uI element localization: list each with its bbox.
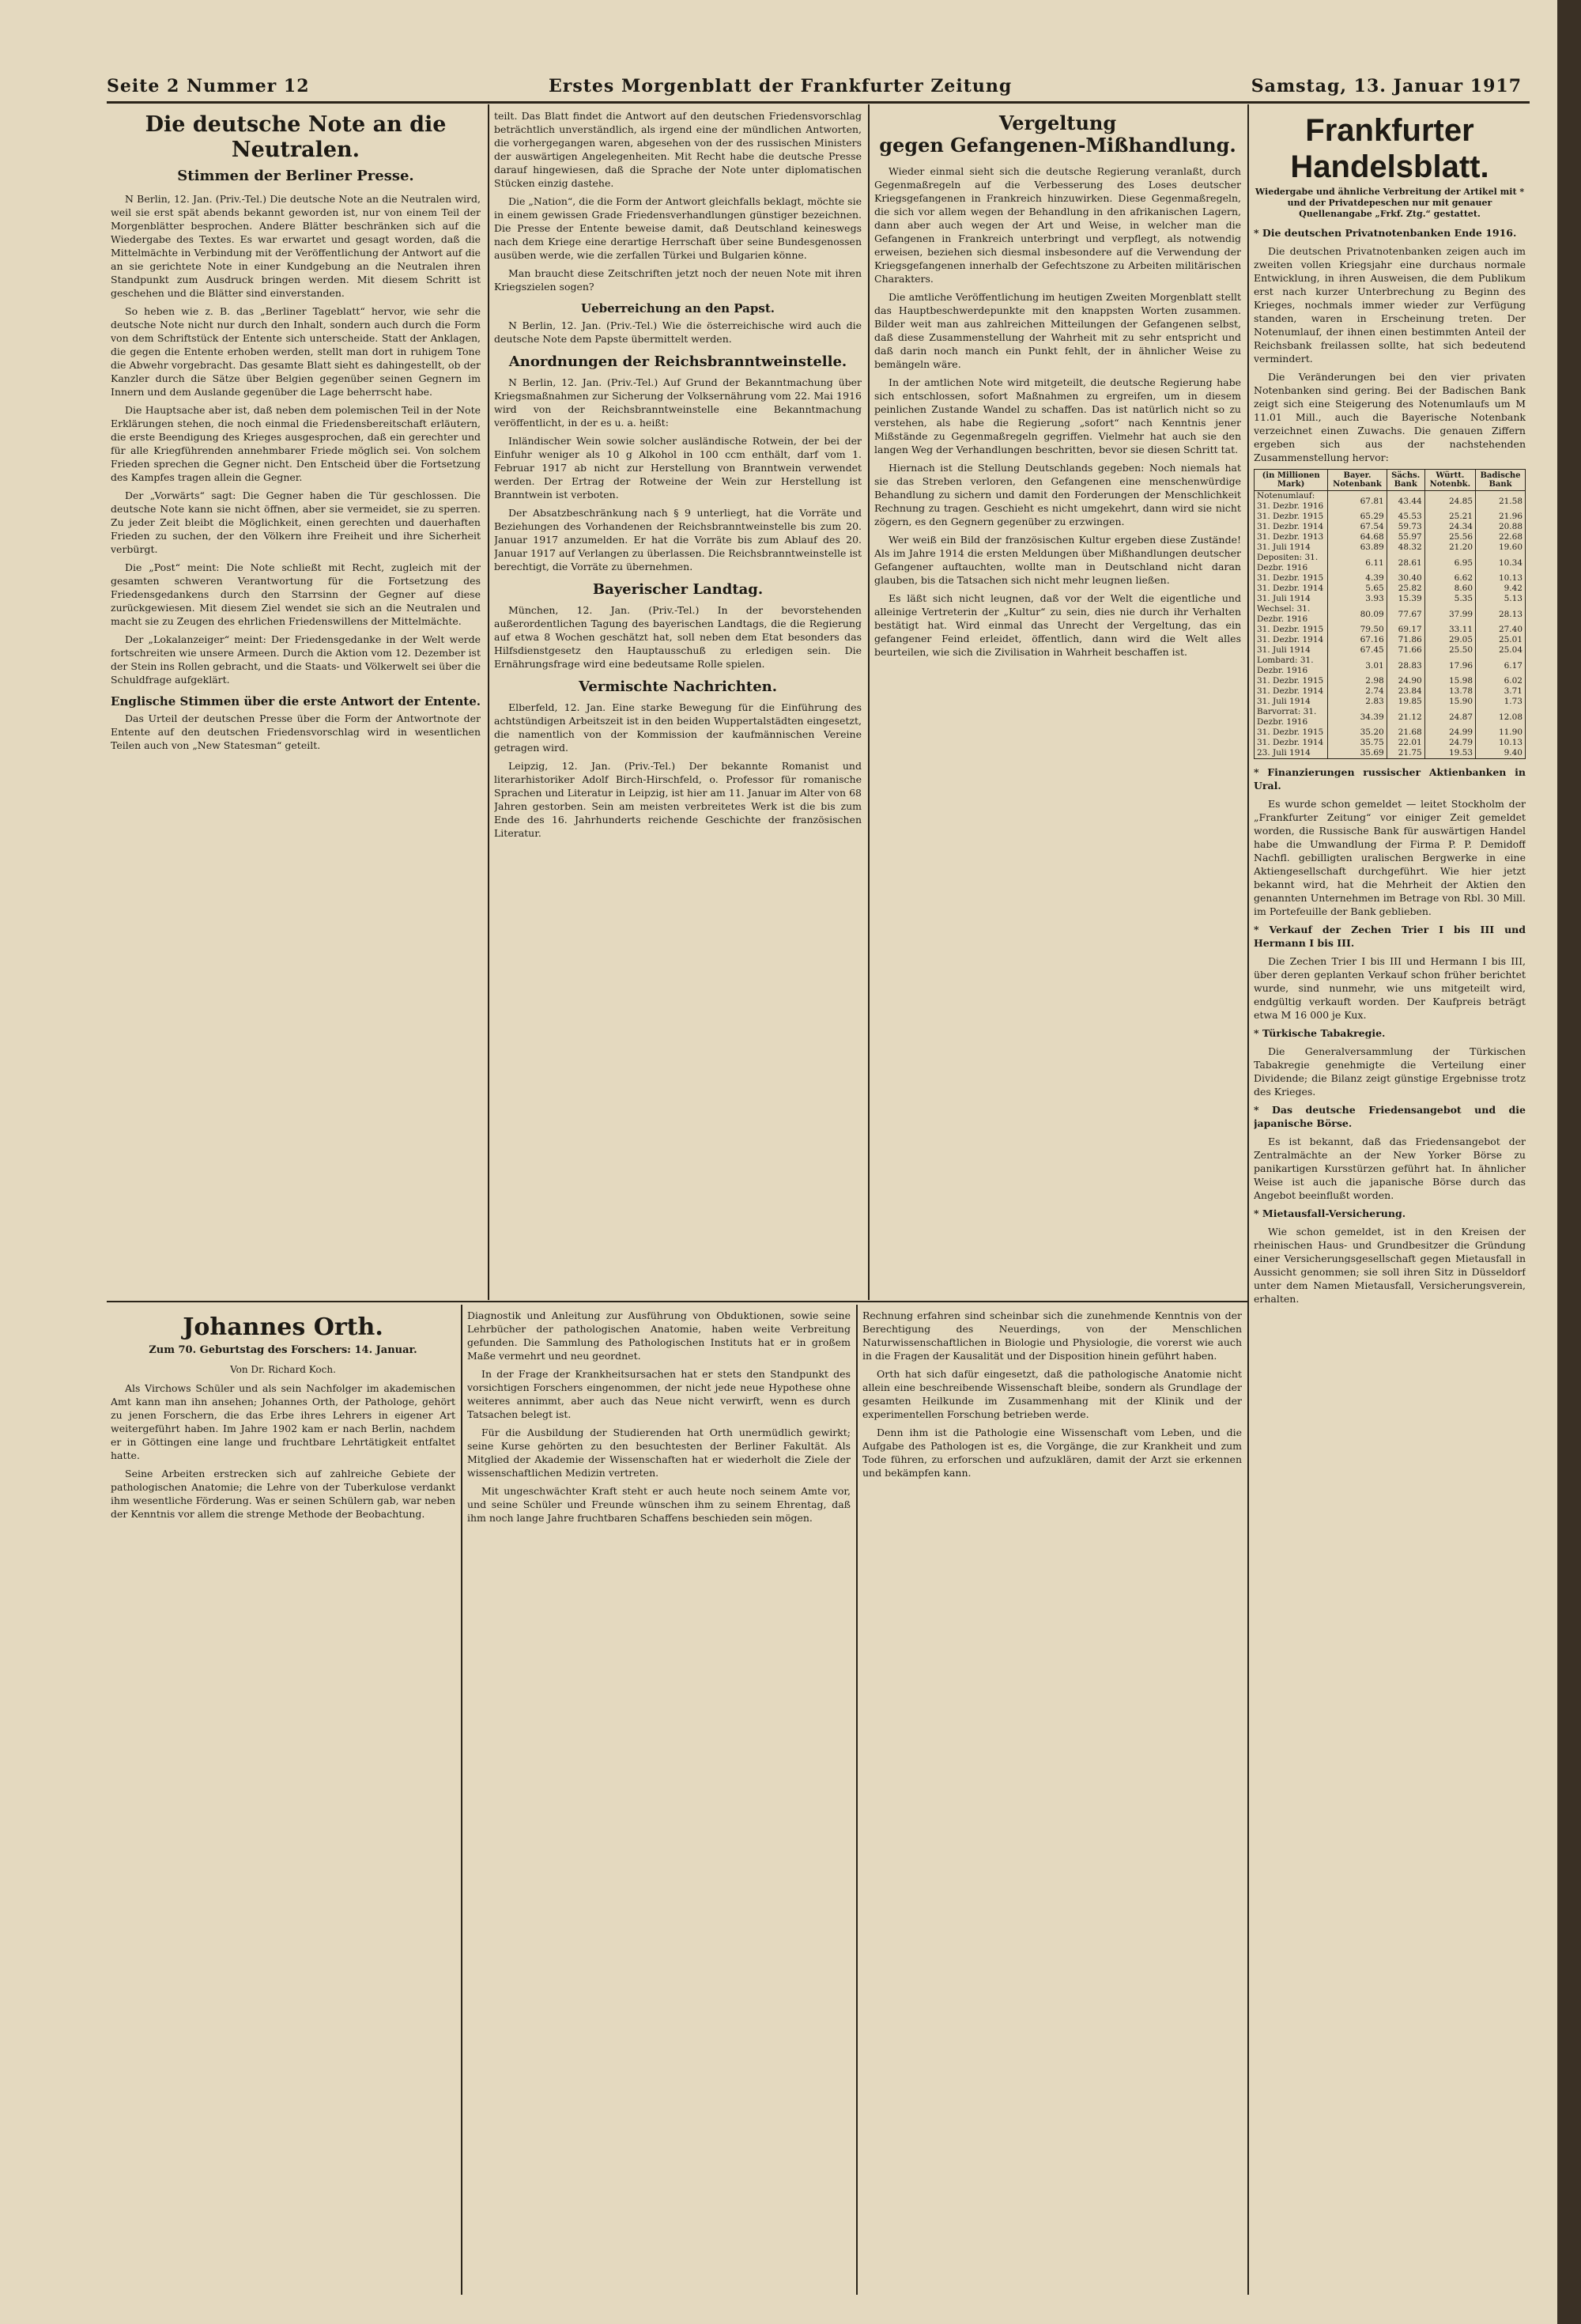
- paragraph: Inländischer Wein sowie solcher ausländische Rotwein, der bei der Einfuhr weniger als 10 g Alkohol in 100 ccm enthält, darf vom 1. Februar 1917 ab nicht zur Herstellung von Branntwein verwendet werden. Der Ertrag der Rotweine der Wein zur Herstellung ist Branntwein ist verboten.: [494, 435, 862, 501]
- table-cell: 23. Juli 1914: [1255, 748, 1328, 759]
- table-cell: 11.90: [1476, 727, 1526, 738]
- column-divider: [868, 104, 870, 1300]
- table-cell: 31. Dezbr. 1914: [1255, 635, 1328, 645]
- table-cell: 6.17: [1476, 656, 1526, 676]
- paragraph: Wieder einmal sieht sich die deutsche Regierung veranlaßt, durch Gegenmaßregeln auf die Verbesserung des Loses deutscher Kriegsgefangenen in Frankreich hinzuwirken. Diese Gegenmaßregeln, die sich vor allem wegen der Behandlung in den afrikanischen Lagern, dann aber auch wegen der Art und Weise, in welcher man die Gefangenen in Frankreich unterbringt und verpflegt, als notwendig erweisen, beziehen sich diesmal insbesondere auf die Verwendung der Kriegsgefangenen innerhalb der Gefechtszone zu Arbeiten militärischen Charakters.: [874, 165, 1241, 285]
- table-cell: 31. Dezbr. 1915: [1255, 625, 1328, 635]
- table-cell: 31. Dezbr. 1914: [1255, 522, 1328, 532]
- paragraph: Rechnung erfahren sind scheinbar sich die zunehmende Kenntnis von der Berechtigung des Neuerdings, von der Menschlichen Naturwissenschaftlichen in Biologie und Physiologie, die vorerst wie auch in die Fragen der Kausalität und der Disposition hinein geführt haben.: [862, 1309, 1242, 1362]
- table-cell: 21.96: [1476, 512, 1526, 522]
- paragraph: Das Urteil der deutschen Presse über die Form der Antwortnote der Entente auf den deutschen Friedensvorschlag wird in wesentlichen Teilen auch von „New Statesman“ geteilt.: [111, 712, 481, 751]
- table-cell: 33.11: [1424, 625, 1475, 635]
- paragraph: Als Virchows Schüler und als sein Nachfolger im akademischen Amt kann man ihn ansehen; Johannes Orth, der Pathologe, gehört zu jenen Forschern, die das Erbe ihres Lehrers in eigener Art weitergeführt haben. Im Jahre 1902 kam er nach Berlin, nachdem er in Göttingen eine lange und fruchtbare Lehrtätigkeit entfaltet hatte.: [111, 1382, 455, 1461]
- paragraph: So heben wie z. B. das „Berliner Tageblatt“ hervor, wie sehr die deutsche Note nicht nur durch den Inhalt, sondern auch durch die Form von dem Schriftstück der Entente sich unterscheide. Statt der Anklagen, die gegen die Entente erhoben werden, stellt man dort in ruhigem Tone die Abwehr vorgebracht. Das gesamte Blatt sieht es dahingestellt, ob der Kanzler durch die Sätze über Belgien gegenüber seinen Gegnern im Innern und dem Auslande gegenüber die Lage beherrscht habe.: [111, 305, 481, 398]
- table-cell: 31. Dezbr. 1915: [1255, 512, 1328, 522]
- table-row: [1255, 707, 1526, 727]
- paragraph: In der Frage der Krankheitsursachen hat er stets den Standpunkt des vorsichtigen Forschers eingenommen, der nicht jede neue Hypothese ohne weiteres annimmt, aber auch das Neue nicht verwirft, wenn es durch Tatsachen belegt ist.: [467, 1368, 851, 1420]
- table-header: Sächs. Bank: [1387, 470, 1424, 491]
- table-cell: 35.69: [1328, 748, 1387, 759]
- table-row: [1255, 748, 1526, 759]
- table-row: [1255, 697, 1526, 707]
- paragraph: Es ist bekannt, daß das Friedensangebot der Zentralmächte an der New Yorker Börse zu panikartigen Kursstürzen geführt hat. In ähnlicher Weise ist auch die japanische Börse durch das Angebot beeinflußt worden.: [1254, 1136, 1526, 1201]
- table-cell: 20.88: [1476, 522, 1526, 532]
- table-cell: 35.75: [1328, 738, 1387, 748]
- table-cell: 69.17: [1387, 625, 1424, 635]
- table-row: [1255, 553, 1526, 573]
- table-cell: 13.78: [1424, 686, 1475, 697]
- table-cell: 24.90: [1387, 676, 1424, 686]
- table-cell: 21.75: [1387, 748, 1424, 759]
- handelsblatt-note: Wiedergabe und ähnliche Verbreitung der Artikel mit * und der Privatdepeschen nur mit genauer Quellenangabe „Frkf. Ztg.“ gestattet.: [1255, 187, 1525, 219]
- table-cell: 31. Juli 1914: [1255, 645, 1328, 656]
- table-header: Württ. Notenbk.: [1424, 470, 1475, 491]
- feuilleton-orth: [111, 1309, 455, 2289]
- table-cell: 21.68: [1387, 727, 1424, 738]
- paragraph: Die Zechen Trier I bis III und Hermann I bis III, über deren geplanten Verkauf schon früher berichtet wurde, sind nunmehr, wie uns mitgeteilt wird, endgültig verkauft worden. Der Kaufpreis beträgt etwa M 16 000 je Kux.: [1254, 955, 1526, 1021]
- table-row: [1255, 522, 1526, 532]
- paragraph: Hiernach ist die Stellung Deutschlands gegeben: Noch niemals hat sie das Streben verloren, den Gefangenen eine menschenwürdige Behandlung zu sichern und damit den Forderungen der Menschlichkeit Rechnung zu tragen. Geschieht es nicht umgekehrt, dann wird sie nicht zögern, es den Gegnern gegenüber zu erzwingen.: [874, 462, 1241, 527]
- feuilleton-orth-cont2: [862, 1309, 1242, 2289]
- table-cell: 71.86: [1387, 635, 1424, 645]
- table-cell: 3.71: [1476, 686, 1526, 697]
- table-cell: 4.39: [1328, 573, 1387, 584]
- table-cell: 19.53: [1424, 748, 1475, 759]
- feuilleton-title: Johannes Orth.: [183, 1313, 383, 1341]
- table-header: (in Millionen Mark): [1255, 470, 1328, 491]
- table-row: [1255, 584, 1526, 594]
- table-cell: 22.68: [1476, 532, 1526, 542]
- table-cell: 48.32: [1387, 542, 1424, 553]
- page-edge: [1557, 0, 1581, 2324]
- table-cell: 45.53: [1387, 512, 1424, 522]
- table-cell: 31. Dezbr. 1915: [1255, 676, 1328, 686]
- table-cell: 25.01: [1476, 635, 1526, 645]
- table-cell: 55.97: [1387, 532, 1424, 542]
- table-row: [1255, 542, 1526, 553]
- section-heading: Englische Stimmen über die erste Antwort der Entente.: [111, 694, 481, 709]
- paragraph: Die „Nation“, die die Form der Antwort gleichfalls beklagt, möchte sie in einem gewissen Grade Friedensverhandlungen günstiger bezeichnen. Die Presse der Entente beweise damit, daß Deutschland keineswegs nach dem Kriege eine derartige Herrschaft über seine Bundesgenossen ausüben werde, wie die zerfallen Türkei und Bulgarien könne.: [494, 195, 862, 261]
- table-cell: 30.40: [1387, 573, 1424, 584]
- table-cell: 5.65: [1328, 584, 1387, 594]
- table-cell: 79.50: [1328, 625, 1387, 635]
- table-row: [1255, 727, 1526, 738]
- feuilleton-byline: Von Dr. Richard Koch.: [230, 1364, 336, 1375]
- table-cell: 22.01: [1387, 738, 1424, 748]
- table-cell: 1.73: [1476, 697, 1526, 707]
- paragraph: N Berlin, 12. Jan. (Priv.-Tel.) Auf Grund der Bekanntmachung über Kriegsmaßnahmen zur Sicherung der Volksernährung vom 22. Mai 1916 wird von der Reichsbranntweinstelle eine Bekanntmachung veröffentlicht, in der es u. a. heißt:: [494, 376, 862, 429]
- table-body: [1255, 491, 1526, 759]
- paragraph: Es wurde schon gemeldet — leitet Stockholm der „Frankfurter Zeitung“ vor einiger Zeit gemeldet worden, die Russische Bank für auswärtigen Handel habe die Umwandlung der Firma P. P. Demidoff Nachfl. gebilligten uralischen Bergwerke in eine Aktiengesellschaft durchgeführt. Wie hier jetzt bekannt wird, hat die Mehrheit der Aktien den genannten Unternehmen im Betrage von Rbl. 30 Mill. im Portefeuille der Bank geblieben.: [1254, 798, 1526, 917]
- table-cell: 2.83: [1328, 697, 1387, 707]
- item-heading: * Das deutsche Friedensangebot und die japanische Börse.: [1254, 1104, 1526, 1129]
- paragraph: Leipzig, 12. Jan. (Priv.-Tel.) Der bekannte Romanist und literarhistoriker Adolf Birch-Hirschfeld, o. Professor für romanische Sprachen und Literatur in Leipzig, ist hier am 11. Januar im Alter von 68 Jahren gestorben. Sein am meisten verbreitetes Werk ist die bis zum Ende des 16. Jahrhunderts reichende Geschichte der französischen Literatur.: [494, 760, 862, 839]
- table-cell: 21.12: [1387, 707, 1424, 727]
- table-cell: 8.60: [1424, 584, 1475, 594]
- table-cell: 25.56: [1424, 532, 1475, 542]
- table-cell: 24.85: [1424, 491, 1475, 512]
- table-cell: 9.42: [1476, 584, 1526, 594]
- table-cell: 10.34: [1476, 553, 1526, 573]
- masthead-rule: [107, 101, 1530, 104]
- paragraph: Man braucht diese Zeitschriften jetzt noch der neuen Note mit ihren Kriegszielen sogen?: [494, 267, 862, 293]
- table-cell: 21.20: [1424, 542, 1475, 553]
- item-heading: * Finanzierungen russischer Aktienbanken in Ural.: [1254, 766, 1526, 792]
- table-cell: 15.98: [1424, 676, 1475, 686]
- table-cell: 65.29: [1328, 512, 1387, 522]
- paragraph: Mit ungeschwächter Kraft steht er auch heute noch seinem Amte vor, und seine Schüler und Freunde wünschen ihm zu seinem Ehrentag, daß ihm noch lange Jahre fruchtbaren Schaffens beschieden sein mögen.: [467, 1485, 851, 1524]
- table-cell: 24.79: [1424, 738, 1475, 748]
- table-row: [1255, 676, 1526, 686]
- section-heading: Vermischte Nachrichten.: [579, 678, 777, 695]
- masthead-center: Erstes Morgenblatt der Frankfurter Zeitung: [549, 76, 1013, 96]
- article-subtitle: Stimmen der Berliner Presse.: [177, 168, 414, 184]
- table-cell: 67.45: [1328, 645, 1387, 656]
- table-cell: 23.84: [1387, 686, 1424, 697]
- table-cell: 27.40: [1476, 625, 1526, 635]
- table-cell: 29.05: [1424, 635, 1475, 645]
- table-cell: 9.40: [1476, 748, 1526, 759]
- masthead-left: Seite 2 Nummer 12: [107, 76, 310, 96]
- table-row: [1255, 686, 1526, 697]
- table-cell: 2.74: [1328, 686, 1387, 697]
- table-cell: 77.67: [1387, 604, 1424, 625]
- masthead: [107, 73, 1522, 100]
- table-cell: 35.20: [1328, 727, 1387, 738]
- paragraph: Die deutschen Privatnotenbanken zeigen auch im zweiten vollen Kriegsjahr eine durchaus normale Entwicklung, in ihren Ausweisen, die dem Publikum erst nach kurzer Unterbrechung zu Beginn des Krieges, nochmals immer wieder zur Verfügung standen, waren in Erscheinung treten. Der Notenumlauf, der ihnen einen bestimmten Anteil der Reichsbank freilassen sollte, hat sich bedeutend vermindert.: [1254, 245, 1526, 365]
- paragraph: Seine Arbeiten erstrecken sich auf zahlreiche Gebiete der pathologischen Anatomie; die Lehre von der Tuberkulose verdankt ihm wesentliche Förderung. Was er seinen Schülern gab, war neben der Kenntnis vor allem die strenge Methode der Beobachtung.: [111, 1468, 455, 1520]
- table-cell: 67.16: [1328, 635, 1387, 645]
- table-cell: 31. Juli 1914: [1255, 542, 1328, 553]
- table-cell: 31. Juli 1914: [1255, 697, 1328, 707]
- paragraph: Die amtliche Veröffentlichung im heutigen Zweiten Morgenblatt stellt das Hauptbeschwerdepunkte mit den knappsten Worten zusammen. Bilder weit man aus zahlreichen Mitteilungen der Gefangenen selbst, daß diese Zusammenstellung der Wahrheit mit zu sehr entspricht und daß darin noch manch ein Punkt fehlt, der in ähnlicher Weise zu bemängeln wäre.: [874, 291, 1241, 370]
- column-news: [494, 109, 862, 1295]
- paragraph: Denn ihm ist die Pathologie eine Wissenschaft vom Leben, und die Aufgabe des Pathologen ist es, die Vorgänge, die zur Krankheit und zum Tode führen, zu erforschen und aufzuklären, damit der Arzt sie erkennen und bekämpfen kann.: [862, 1427, 1242, 1479]
- article-title: Vergeltung: [998, 111, 1117, 134]
- paragraph: Der Absatzbeschränkung nach § 9 unterliegt, hat die Vorräte und Beziehungen des Vorhandenen der Reichsbranntweinstelle bis zum 20. Januar 1917 anzumelden. Er hat die Vorräte bis zum Ablauf des 20. Januar 1917 auf Verlangen zu überlassen. Die Reichsbranntweinstelle ist berechtigt, die Vorräte zu übernehmen.: [494, 507, 862, 572]
- table-cell: 12.08: [1476, 707, 1526, 727]
- feuilleton-subtitle: Zum 70. Geburtstag des Forschers: 14. Januar.: [149, 1344, 417, 1356]
- table-cell: 24.87: [1424, 707, 1475, 727]
- table-cell: 24.99: [1424, 727, 1475, 738]
- table-cell: Lombard: 31. Dezbr. 1916: [1255, 656, 1328, 676]
- table-row: [1255, 656, 1526, 676]
- table-cell: 10.13: [1476, 573, 1526, 584]
- table-cell: 15.39: [1387, 594, 1424, 604]
- paragraph: Die Generalversammlung der Türkischen Tabakregie genehmigte die Verteilung einer Dividende; die Bilanz zeigt günstige Ergebnisse trotz des Krieges.: [1254, 1045, 1526, 1098]
- table-cell: Wechsel: 31. Dezbr. 1916: [1255, 604, 1328, 625]
- table-cell: 3.93: [1328, 594, 1387, 604]
- table-cell: 67.81: [1328, 491, 1387, 512]
- table-cell: 25.04: [1476, 645, 1526, 656]
- column-divider: [488, 104, 489, 1300]
- table-cell: 2.98: [1328, 676, 1387, 686]
- table-cell: 34.39: [1328, 707, 1387, 727]
- article-title-line2: gegen Gefangenen-Mißhandlung.: [879, 134, 1236, 157]
- table-cell: 6.11: [1328, 553, 1387, 573]
- section-heading: Anordnungen der Reichsbranntweinstelle.: [508, 353, 847, 370]
- table-header-row: [1255, 470, 1526, 491]
- table-cell: 19.85: [1387, 697, 1424, 707]
- table-cell: 19.60: [1476, 542, 1526, 553]
- table-row: [1255, 738, 1526, 748]
- column-divider: [856, 1305, 858, 2295]
- paragraph: N Berlin, 12. Jan. (Priv.-Tel.) Wie die österreichische wird auch die deutsche Note dem Papste übermittelt werden.: [494, 319, 862, 345]
- table-cell: 6.02: [1476, 676, 1526, 686]
- table-cell: 31. Dezbr. 1915: [1255, 727, 1328, 738]
- masthead-right: Samstag, 13. Januar 1917: [1251, 76, 1522, 96]
- table-cell: 67.54: [1328, 522, 1387, 532]
- paragraph: Orth hat sich dafür eingesetzt, daß die pathologische Anatomie nicht allein eine beschreibende Wissenschaft bleibe, sondern als Grundlage der gesamten Heilkunde im Zusammenhang mit der Klinik und der experimentellen Forschung betrieben werde.: [862, 1368, 1242, 1420]
- table-cell: 59.73: [1387, 522, 1424, 532]
- column-divider: [1247, 104, 1249, 2295]
- paragraph: Die „Post“ meint: Die Note schließt mit Recht, zugleich mit der gesamten schweren Verantwortung für die Fortsetzung des Friedensgedankens durch den Starrsinn der Gegner auf diese zurückgewiesen. Mit diesem Ziel wendet sie sich an die Neutralen und macht sie zu Zeugen des ehrlichen Friedenswillens der Mittelmächte.: [111, 561, 481, 627]
- table-header: Badische Bank: [1476, 470, 1526, 491]
- table-cell: 25.21: [1424, 512, 1475, 522]
- paragraph: teilt. Das Blatt findet die Antwort auf den deutschen Friedensvorschlag beträchtlich unverständlich, als irgend eine der mündlichen Antworten, die vorhergegangen waren, abgesehen von der des russischen Ministers der auswärtigen Angelegenheiten. Mit Recht habe die deutsche Presse darauf hingewiesen, daß die Sprache der Note unter diplomatischen Stücken einzig dastehe.: [494, 110, 862, 189]
- table-row: [1255, 635, 1526, 645]
- table-cell: 64.68: [1328, 532, 1387, 542]
- paragraph: Für die Ausbildung der Studierenden hat Orth unermüdlich gewirkt; seine Kurse gehörten zu den besuchtesten der Berliner Fakultät. Als Mitglied der Akademie der Wissenschaften hat er wiederholt die Ziele der wissenschaftlichen Medizin vertreten.: [467, 1427, 851, 1479]
- table-cell: 37.99: [1424, 604, 1475, 625]
- paragraph: In der amtlichen Note wird mitgeteilt, die deutsche Regierung habe sich entschlossen, sofort Maßnahmen zu ergreifen, um in diesem peinlichen Zustande Wandel zu schaffen. Das ist natürlich nicht so zu verstehen, als habe die Regierung „sofort“ nach Kenntnis jener Mißstände zu Gegenmaßregeln gegriffen. Vielmehr hat auch sie den langen Weg der Verhandlungen beschritten, bevor sie diesen Schritt tat.: [874, 376, 1241, 455]
- table-cell: 28.13: [1476, 604, 1526, 625]
- table-cell: 10.13: [1476, 738, 1526, 748]
- table-cell: 24.34: [1424, 522, 1475, 532]
- paragraph: Elberfeld, 12. Jan. Eine starke Bewegung für die Einführung des achtstündigen Arbeitszeit ist in den beiden Wuppertalstädten eingesetzt, die namentlich von der Kommission der kaufmännischen Vereine getragen wird.: [494, 701, 862, 754]
- table-row: [1255, 594, 1526, 604]
- table-cell: 31. Dezbr. 1913: [1255, 532, 1328, 542]
- table-cell: 28.83: [1387, 656, 1424, 676]
- table-cell: 6.62: [1424, 573, 1475, 584]
- paragraph: N Berlin, 12. Jan. (Priv.-Tel.) Die deutsche Note an die Neutralen wird, weil sie erst spät abends bekannt geworden ist, nur von einem Teil der Morgenblätter besprochen. Andere Blätter beschränken sich auf die Wiedergabe des Textes. Es war erwartet und gesagt worden, daß die Mittelmächte in Verbindung mit der Veröffentlichung der Antwort auf die an sie gerichtete Note in einer Kundgebung an die Neutralen ihren Standpunkt zum Ausdruck bringen werden. Mit diesem Schritt ist geschehen und die Blätter sind einverstanden.: [111, 193, 481, 299]
- table-cell: 25.50: [1424, 645, 1475, 656]
- paragraph: München, 12. Jan. (Priv.-Tel.) In der bevorstehenden außerordentlichen Tagung des bayerischen Landtags, die die Regierung auf etwa 8 Wochen geschätzt hat, soll neben dem Etat besonders das Hilfsdienstgesetz den Hauptausschuß zu erledigen sein. Die Ernährungsfrage wird eine bedeutsame Rolle spielen.: [494, 604, 862, 670]
- table-row: [1255, 573, 1526, 584]
- table-cell: 43.44: [1387, 491, 1424, 512]
- article-title: Die deutsche Note an die Neutralen.: [145, 112, 447, 162]
- table-row: [1255, 645, 1526, 656]
- table-cell: 21.58: [1476, 491, 1526, 512]
- table-cell: 31. Dezbr. 1914: [1255, 686, 1328, 697]
- paragraph: Diagnostik und Anleitung zur Ausführung von Obduktionen, sowie seine Lehrbücher der pathologischen Anatomie, haben weite Verbreitung gefunden. Die Sammlung des Pathologischen Instituts hat er in großem Maße vermehrt und neu geordnet.: [467, 1309, 851, 1362]
- article-vergeltung: [874, 109, 1241, 1295]
- table-cell: 15.90: [1424, 697, 1475, 707]
- column-divider: [461, 1305, 462, 2295]
- table-cell: 31. Dezbr. 1915: [1255, 573, 1328, 584]
- table-cell: Barvorrat: 31. Dezbr. 1916: [1255, 707, 1328, 727]
- table-row: [1255, 532, 1526, 542]
- table-row: [1255, 491, 1526, 512]
- paragraph: Die Veränderungen bei den vier privaten Notenbanken sind gering. Bei der Badischen Bank zeigt sich eine Steigerung des Notenumlaufs um M 11.01 Mill., auch die Bayerische Notenbank verzeichnet einen Zuwachs. Die genauen Ziffern ergeben sich aus der nachstehenden Zusammenstellung hervor:: [1254, 371, 1526, 463]
- paragraph: Wer weiß ein Bild der französischen Kultur ergeben diese Zustände! Als im Jahre 1914 die ersten Meldungen über Mißhandlungen deutscher Gefangener auftauchten, wollte man in Deutschland nicht daran glauben, bis die Tatsachen sich nicht mehr leugnen ließen.: [874, 534, 1241, 586]
- table-cell: 6.95: [1424, 553, 1475, 573]
- paragraph: Die Hauptsache aber ist, daß neben dem polemischen Teil in der Note Erklärungen stehen, die noch einmal die Friedensbereitschaft erläutern, die erste Beendigung des Krieges ausgesprochen, daß ein gerechter und für alle Kriegführenden annehmbarer Friede möglich sei. Von solchem Frieden sprechen die Gegner nicht. Den Entscheid über die Fortsetzung des Kampfes tragen allein die Gegner.: [111, 404, 481, 483]
- paragraph: Der „Vorwärts“ sagt: Die Gegner haben die Tür geschlossen. Die deutsche Note kann sie nicht öffnen, aber sie vermeidet, sie zu sperren. Zu jeder Zeit bleibt die Möglichkeit, einen gerechten und dauerhaften Frieden zu suchen, der den Völkern ihre Freiheit und ihre Sicherheit verbürgt.: [111, 489, 481, 555]
- table-cell: 31. Dezbr. 1914: [1255, 738, 1328, 748]
- table-cell: Depositen: 31. Dezbr. 1916: [1255, 553, 1328, 573]
- table-row: [1255, 625, 1526, 635]
- table-cell: 25.82: [1387, 584, 1424, 594]
- item-heading: * Mietausfall-Versicherung.: [1254, 1207, 1406, 1219]
- article-deutsche-note: [111, 109, 481, 1295]
- table-cell: 3.01: [1328, 656, 1387, 676]
- table-cell: 31. Dezbr. 1914: [1255, 584, 1328, 594]
- table-cell: 5.35: [1424, 594, 1475, 604]
- table-cell: 63.89: [1328, 542, 1387, 553]
- section-divider: [107, 1301, 1249, 1302]
- paragraph: Es läßt sich nicht leugnen, daß vor der Welt die eigentliche und alleinige Vertreterin der „Kultur“ zu sein, dies nie durch ihr Verhalten bestätigt hat. Wird einmal das Unrecht der Vergeltung, das ein gefangener Feind erleidet, öffentlich, dann wird die Welt alles beurteilen, wie sich die Zivilisation in Wahrheit beschaffen ist.: [874, 592, 1241, 658]
- table-cell: Notenumlauf: 31. Dezbr. 1916: [1255, 491, 1328, 512]
- table-row: [1255, 512, 1526, 522]
- item-heading: * Die deutschen Privatnotenbanken Ende 1916.: [1254, 227, 1517, 239]
- table-cell: 71.66: [1387, 645, 1424, 656]
- handelsblatt-title: Frankfurter Handelsblatt.: [1290, 113, 1489, 184]
- handelsblatt: [1254, 109, 1526, 2292]
- section-heading: Ueberreichung an den Papst.: [581, 301, 775, 316]
- item-heading: * Türkische Tabakregie.: [1254, 1027, 1386, 1039]
- table-cell: 80.09: [1328, 604, 1387, 625]
- table-cell: 5.13: [1476, 594, 1526, 604]
- table-header: Bayer. Notenbank: [1328, 470, 1387, 491]
- table-cell: 28.61: [1387, 553, 1424, 573]
- feuilleton-orth-cont: [467, 1309, 851, 2289]
- item-heading: * Verkauf der Zechen Trier I bis III und Hermann I bis III.: [1254, 924, 1526, 949]
- notenbank-table: [1254, 469, 1526, 759]
- paragraph: Wie schon gemeldet, ist in den Kreisen der rheinischen Haus- und Grundbesitzer die Gründung einer Versicherungsgesellschaft gegen Mietausfall in Aussicht genommen; sie soll ihren Sitz in Düsseldorf unter dem Namen Mietausfall, Versicherungsverein, erhalten.: [1254, 1226, 1526, 1305]
- table-cell: 31. Juli 1914: [1255, 594, 1328, 604]
- table-row: [1255, 604, 1526, 625]
- table-cell: 17.96: [1424, 656, 1475, 676]
- paragraph: Der „Lokalanzeiger“ meint: Der Friedensgedanke in der Welt werde fortschreiten wie unsere Armeen. Durch die Aktion vom 12. Dezember ist der Stein ins Rollen gebracht, und die Staats- und Völkerwelt sei über die Schuldfrage aufgeklärt.: [111, 633, 481, 686]
- section-heading: Bayerischer Landtag.: [592, 581, 764, 598]
